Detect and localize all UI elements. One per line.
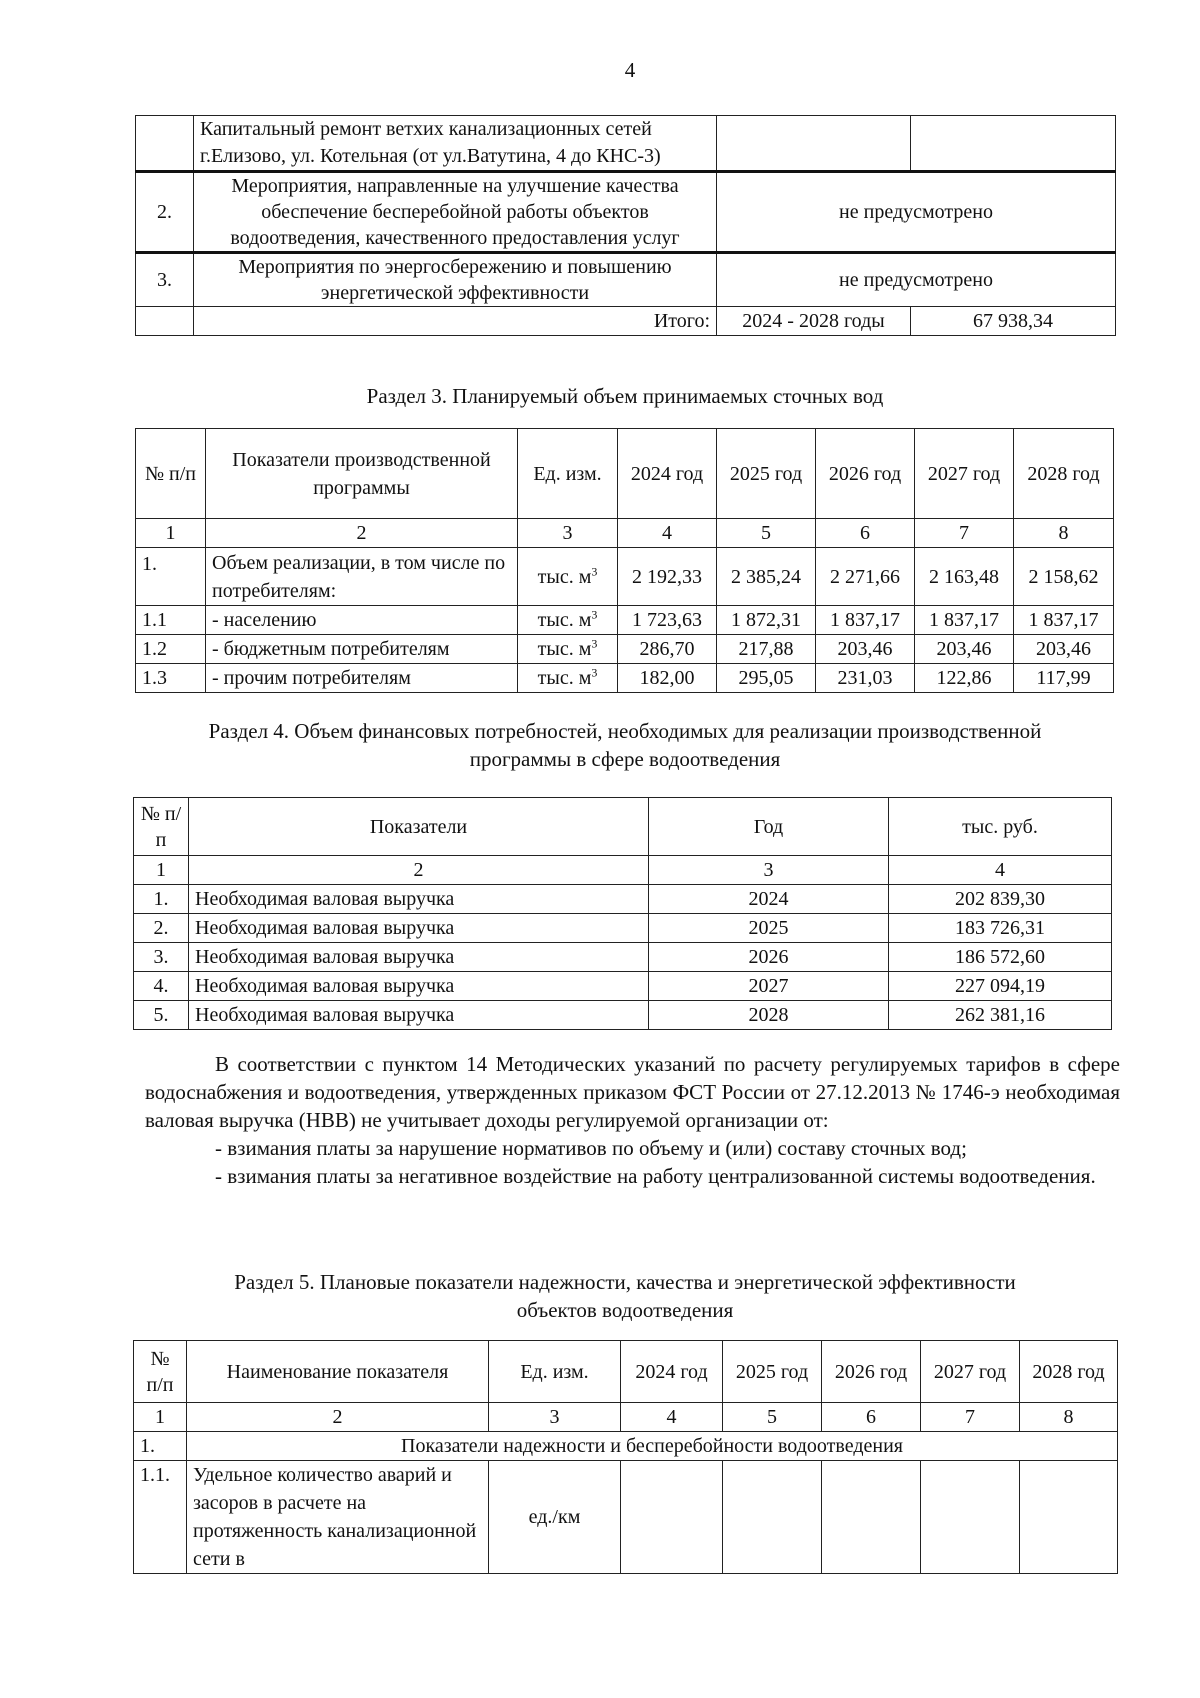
unit-text: тыс. м <box>537 638 592 660</box>
amount-cell: 186 572,60 <box>889 943 1112 972</box>
amount-cell: 227 094,19 <box>889 972 1112 1001</box>
period-cell <box>717 116 911 172</box>
value-2024: 286,70 <box>618 635 717 664</box>
row-number: 2. <box>134 914 189 943</box>
unit-text: тыс. м <box>537 565 592 588</box>
section5-title-line1: Раздел 5. Плановые показатели надежности, качества и энергетической эффективности <box>234 1270 1016 1294</box>
row-number: 1. <box>136 548 206 606</box>
year-cell: 2028 <box>649 1001 889 1030</box>
unit-text: тыс. м <box>537 667 592 689</box>
unit-text: тыс. м <box>537 609 592 631</box>
header-2027: 2027 год <box>921 1341 1020 1403</box>
not-provided-cell: не предусмотрено <box>717 172 1116 253</box>
column-number-row <box>134 856 1112 885</box>
col-number: 2 <box>206 519 518 548</box>
value-2028: 117,99 <box>1014 664 1114 693</box>
amount-cell: 262 381,16 <box>889 1001 1112 1030</box>
col-number: 8 <box>1020 1403 1118 1432</box>
row-number: 1.1. <box>134 1461 187 1574</box>
row-number <box>136 116 194 172</box>
row-number: 3. <box>134 943 189 972</box>
unit-cell <box>518 606 618 635</box>
col-number: 2 <box>189 856 649 885</box>
value-2026 <box>822 1461 921 1574</box>
row-number: 1.2 <box>136 635 206 664</box>
year-cell: 2025 <box>649 914 889 943</box>
indicator-name: Необходимая валовая выручка <box>189 972 649 1001</box>
header-2026: 2026 год <box>816 429 915 519</box>
empty-cell <box>136 307 194 336</box>
total-label: Итого: <box>194 307 717 336</box>
value-2024: 2 192,33 <box>618 548 717 606</box>
header-2025: 2025 год <box>717 429 816 519</box>
value-2028: 1 837,17 <box>1014 606 1114 635</box>
header-num: № п/п <box>136 429 206 519</box>
section4-title-line2: программы в сфере водоотведения <box>469 747 781 771</box>
indicator-name: - прочим потребителям <box>206 664 518 693</box>
value-2027: 203,46 <box>915 635 1014 664</box>
amount-cell <box>911 116 1116 172</box>
row-number: 1. <box>134 885 189 914</box>
activity-name: Мероприятия по энергосбережению и повышению энергетической эффективности <box>194 253 717 307</box>
row-number: 4. <box>134 972 189 1001</box>
indicator-name: Необходимая валовая выручка <box>189 885 649 914</box>
value-2026: 231,03 <box>816 664 915 693</box>
value-2025: 2 385,24 <box>717 548 816 606</box>
row-number: 2. <box>136 172 194 253</box>
header-unit: Ед. изм. <box>518 429 618 519</box>
col-number: 4 <box>889 856 1112 885</box>
header-year: Год <box>649 798 889 856</box>
value-2024: 182,00 <box>618 664 717 693</box>
col-number: 3 <box>489 1403 621 1432</box>
row-number: 1.1 <box>136 606 206 635</box>
value-2027: 1 837,17 <box>915 606 1014 635</box>
col-number: 4 <box>621 1403 723 1432</box>
value-2024 <box>621 1461 723 1574</box>
indicator-name: Необходимая валовая выручка <box>189 943 649 972</box>
table-row <box>136 172 1116 253</box>
value-2026: 2 271,66 <box>816 548 915 606</box>
section2-activities-table <box>135 115 1116 336</box>
header-2028: 2028 год <box>1020 1341 1118 1403</box>
indicator-name: Необходимая валовая выручка <box>189 914 649 943</box>
col-number: 3 <box>649 856 889 885</box>
col-number: 2 <box>187 1403 489 1432</box>
row-number: 3. <box>136 253 194 307</box>
activity-name: Мероприятия, направленные на улучшение качества обеспечение бесперебойной работы объектов водоотведения, качественного предоставления услуг <box>194 172 717 253</box>
section4-title <box>135 717 1115 773</box>
col-number: 6 <box>822 1403 921 1432</box>
indicator-name: Объем реализации, в том числе по потребителям: <box>206 548 518 606</box>
unit-superscript: 3 <box>591 665 598 680</box>
header-row <box>134 798 1112 856</box>
unit-cell <box>518 635 618 664</box>
value-2028 <box>1020 1461 1118 1574</box>
header-num: № п/п <box>134 798 189 856</box>
year-cell: 2024 <box>649 885 889 914</box>
header-2025: 2025 год <box>723 1341 822 1403</box>
table-row <box>134 885 1112 914</box>
total-row <box>136 307 1116 336</box>
section4-financial-needs-table <box>133 797 1112 1030</box>
header-2028: 2028 год <box>1014 429 1114 519</box>
total-period: 2024 - 2028 годы <box>717 307 911 336</box>
year-cell: 2027 <box>649 972 889 1001</box>
paragraph-bullet-2: - взимания платы за негативное воздействие на работу централизованной системы водоотведения. <box>215 1164 1096 1188</box>
header-indicator: Показатели <box>189 798 649 856</box>
header-indicator-name: Наименование показателя <box>187 1341 489 1403</box>
col-number: 3 <box>518 519 618 548</box>
col-number: 1 <box>136 519 206 548</box>
amount-cell: 202 839,30 <box>889 885 1112 914</box>
column-number-row <box>136 519 1114 548</box>
value-2024: 1 723,63 <box>618 606 717 635</box>
group-row <box>134 1432 1118 1461</box>
header-2024: 2024 год <box>621 1341 723 1403</box>
section5-reliability-indicators-table <box>133 1340 1118 1574</box>
col-number: 8 <box>1014 519 1114 548</box>
section3-wastewater-volume-table <box>135 428 1114 693</box>
header-row <box>134 1341 1118 1403</box>
value-2026: 203,46 <box>816 635 915 664</box>
table-row <box>136 548 1114 606</box>
page-number: 4 <box>624 58 636 82</box>
unit-superscript: 3 <box>591 563 598 578</box>
value-2027 <box>921 1461 1020 1574</box>
section3-title: Раздел 3. Планируемый объем принимаемых сточных вод <box>366 384 884 408</box>
unit-superscript: 3 <box>591 636 598 651</box>
value-2027: 2 163,48 <box>915 548 1014 606</box>
col-number: 4 <box>618 519 717 548</box>
table-row <box>136 253 1116 307</box>
header-amount: тыс. руб. <box>889 798 1112 856</box>
col-number: 6 <box>816 519 915 548</box>
header-2027: 2027 год <box>915 429 1014 519</box>
indicator-name: - бюджетным потребителям <box>206 635 518 664</box>
header-2026: 2026 год <box>822 1341 921 1403</box>
table-row <box>134 1461 1118 1574</box>
unit-cell <box>518 664 618 693</box>
indicator-name: - населению <box>206 606 518 635</box>
year-cell: 2026 <box>649 943 889 972</box>
paragraph-main: В соответствии с пунктом 14 Методических указаний по расчету регулируемых тарифов в сфере водоснабжения и водоотведения, утвержденных приказом ФСТ России от 27.12.2013 № 1746-э необходимая валовая выручка (НВВ) не учитывает доходы регулируемой организации от: <box>145 1052 1120 1132</box>
paragraph-bullet-1: - взимания платы за нарушение нормативов по объему и (или) составу сточных вод; <box>215 1136 967 1160</box>
header-indicator: Показатели производственной программы <box>206 429 518 519</box>
col-number: 1 <box>134 1403 187 1432</box>
row-number: 5. <box>134 1001 189 1030</box>
table-row <box>134 943 1112 972</box>
group-number: 1. <box>134 1432 187 1461</box>
unit-superscript: 3 <box>591 607 598 622</box>
unit-cell <box>518 548 618 606</box>
activity-name: Капитальный ремонт ветхих канализационных сетей г.Елизово, ул. Котельная (от ул.Ватутина, 4 до КНС-3) <box>194 116 717 172</box>
value-2025: 1 872,31 <box>717 606 816 635</box>
table-row <box>136 635 1114 664</box>
col-number: 7 <box>921 1403 1020 1432</box>
col-number: 1 <box>134 856 189 885</box>
nvv-explanation <box>145 1050 1120 1190</box>
group-label: Показатели надежности и бесперебойности водоотведения <box>187 1432 1118 1461</box>
table-row <box>134 972 1112 1001</box>
amount-cell: 183 726,31 <box>889 914 1112 943</box>
col-number: 5 <box>723 1403 822 1432</box>
value-2028: 203,46 <box>1014 635 1114 664</box>
table-row <box>134 914 1112 943</box>
table-row <box>136 116 1116 172</box>
section5-title <box>135 1268 1115 1324</box>
value-2025: 217,88 <box>717 635 816 664</box>
not-provided-cell: не предусмотрено <box>717 253 1116 307</box>
total-amount: 67 938,34 <box>911 307 1116 336</box>
col-number: 5 <box>717 519 816 548</box>
indicator-name: Необходимая валовая выручка <box>189 1001 649 1030</box>
unit-cell: ед./км <box>489 1461 621 1574</box>
header-num: № п/п <box>134 1341 187 1403</box>
header-2024: 2024 год <box>618 429 717 519</box>
row-number: 1.3 <box>136 664 206 693</box>
column-number-row <box>134 1403 1118 1432</box>
value-2025 <box>723 1461 822 1574</box>
header-unit: Ед. изм. <box>489 1341 621 1403</box>
section5-title-line2: объектов водоотведения <box>516 1298 734 1322</box>
col-number: 7 <box>915 519 1014 548</box>
indicator-name: Удельное количество аварий и засоров в расчете на протяженность канализационной сети в <box>187 1461 489 1574</box>
value-2028: 2 158,62 <box>1014 548 1114 606</box>
header-row <box>136 429 1114 519</box>
table-row <box>136 664 1114 693</box>
value-2026: 1 837,17 <box>816 606 915 635</box>
value-2027: 122,86 <box>915 664 1014 693</box>
section4-title-line1: Раздел 4. Объем финансовых потребностей, необходимых для реализации производственной <box>208 719 1042 743</box>
table-row <box>134 1001 1112 1030</box>
table-row <box>136 606 1114 635</box>
value-2025: 295,05 <box>717 664 816 693</box>
